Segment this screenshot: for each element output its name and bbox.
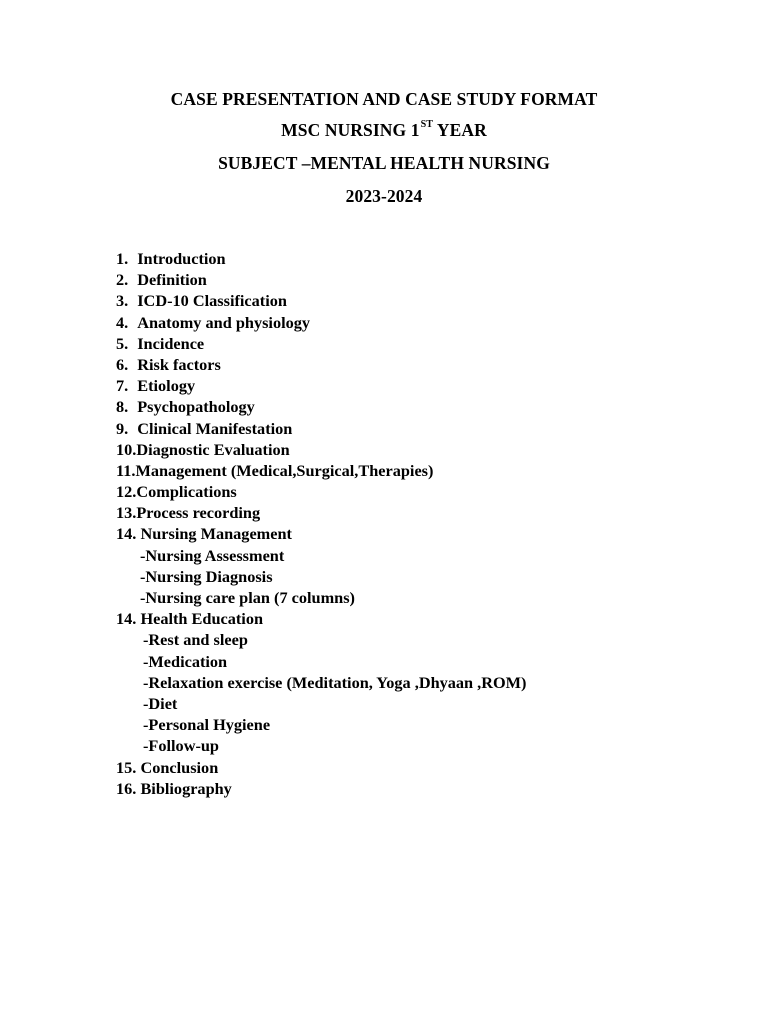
list-item (116, 269, 716, 290)
sub-item: -Personal Hygiene (143, 715, 271, 735)
sub-item: -Rest and sleep (143, 630, 248, 650)
sub-item: -Diet (143, 693, 178, 713)
ordinal-suffix: ST (420, 119, 434, 130)
contents-list (116, 248, 716, 799)
list-item-number: 13. (116, 503, 137, 523)
list-item-number: 14. (116, 524, 137, 544)
list-item-number: 1. (116, 249, 129, 268)
list-item (116, 418, 716, 439)
list-item-number: 5. (116, 333, 129, 353)
list-item-number: 3. (116, 291, 129, 311)
list-item-text: ICD-10 Classification (137, 291, 287, 311)
list-item-text: Clinical Manifestation (137, 418, 293, 438)
list-item-text: Bibliography (140, 778, 232, 798)
list-item-number: 16. (116, 778, 137, 798)
sub-item: -Relaxation exercise (Meditation, Yoga ,Dhyaan ,ROM) (143, 672, 527, 692)
list-item (116, 608, 716, 629)
list-item-text: Etiology (137, 376, 196, 396)
list-item-text: Nursing Management (140, 524, 292, 544)
list-item-text: Incidence (137, 333, 205, 353)
academic-year: 2023-2024 (345, 186, 423, 206)
sub-item: -Nursing Diagnosis (140, 566, 273, 586)
course-heading-year: YEAR (433, 120, 487, 140)
sub-item: -Nursing care plan (7 columns) (140, 588, 355, 607)
course-heading-text: MSC NURSING 1 (281, 120, 420, 140)
list-item (116, 439, 716, 460)
sub-item: -Medication (143, 651, 228, 671)
list-item-number: 8. (116, 397, 129, 417)
list-item-number: 4. (116, 312, 129, 332)
list-item (116, 248, 716, 269)
list-item-number: 15. (116, 757, 137, 777)
subject-heading: SUBJECT –MENTAL HEALTH NURSING (218, 153, 550, 173)
list-item-text: Risk factors (137, 354, 221, 374)
list-item-text: Management (Medical,Surgical,Therapies) (135, 460, 434, 480)
list-item (116, 290, 716, 311)
list-item (116, 778, 716, 799)
list-item-number: 9. (116, 418, 129, 438)
list-item-number: 14. (116, 609, 137, 629)
list-item-number: 2. (116, 270, 129, 290)
list-item-number: 11. (116, 460, 136, 480)
list-item (116, 375, 716, 396)
list-item-text: Definition (137, 270, 207, 290)
list-item-text: Psychopathology (137, 397, 255, 417)
document-title: CASE PRESENTATION AND CASE STUDY FORMAT (170, 89, 598, 109)
list-item (116, 354, 716, 375)
list-item-text: Conclusion (140, 757, 219, 777)
list-item-number: 6. (116, 354, 129, 374)
sub-item: -Nursing Assessment (140, 545, 285, 565)
list-item (116, 481, 716, 502)
list-item (116, 523, 716, 544)
list-item-text: Health Education (140, 609, 264, 629)
list-item (116, 502, 716, 523)
list-item-number: 10. (116, 439, 137, 459)
list-item-text: Anatomy and physiology (137, 312, 311, 332)
list-item-number: 12. (116, 482, 137, 502)
list-item-text: Complications (136, 482, 237, 502)
list-item (116, 333, 716, 354)
list-item (116, 757, 716, 778)
list-item-number: 7. (116, 376, 129, 396)
list-item (116, 460, 716, 481)
list-item-text: Process recording (136, 503, 261, 523)
course-heading (0, 120, 768, 141)
list-item (116, 396, 716, 417)
sub-item: -Follow-up (143, 736, 219, 756)
list-item-text: Introduction (137, 249, 226, 268)
list-item (116, 312, 716, 333)
list-item-text: Diagnostic Evaluation (136, 439, 290, 459)
